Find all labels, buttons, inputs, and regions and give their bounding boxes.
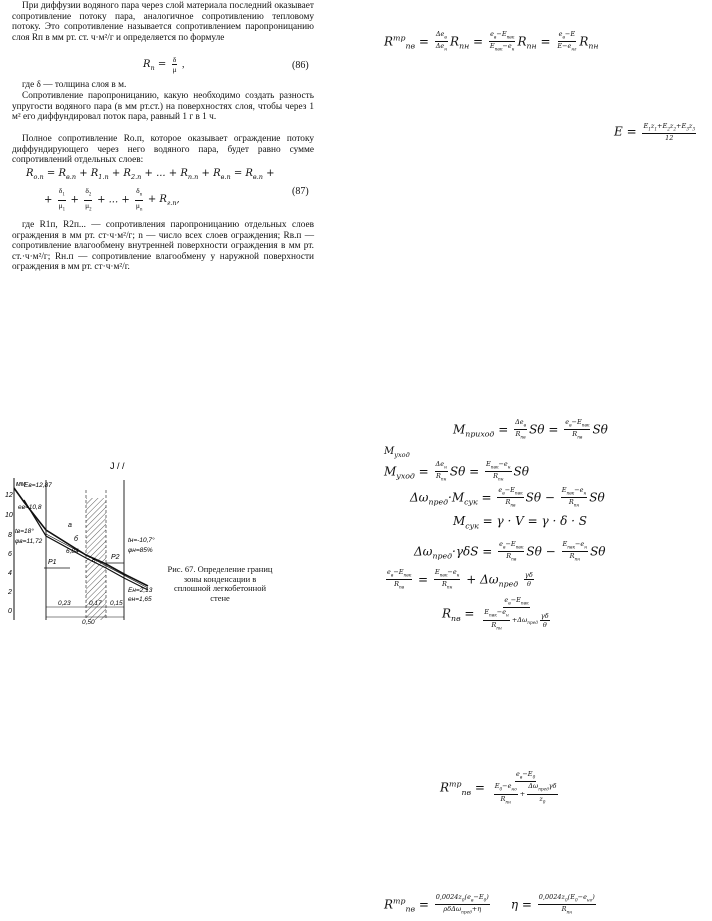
formula-R-pv: $R_{пв}$ = $e_в-E_{пвк}$ $\frac{E_{пвк}-e_н}{R_{пн}}$ $+\Delta\omega_{пред}$ $\frac{\gamma\delta}{\theta}$ bbox=[442, 596, 549, 630]
paragraph-where: где R1п, R2п... — сопротивления паропроницанию отдельных слоев ограждения в мм рт. ст·ч·м²/г; n — число всех слоев ограждения; Rв.п — сопротивление влагообмену внутренней поверхности ограждения в мм рт. ст.·ч·м²/г; Rн.п — сопротивление влагообмену у наружной поверхности ограждения в мм рт. ст·ч·м²/г. bbox=[12, 220, 314, 273]
svg-text:6,84: 6,84 bbox=[66, 548, 79, 555]
svg-text:P1: P1 bbox=[48, 559, 57, 566]
y-axis-ticks bbox=[5, 492, 13, 615]
formula-M-prikhod: $M_{приход}$ = $\frac{\Delta e_в}{R_{пв}}$ Sθ = $\frac{e_в-E_{пвк}}{R_{пв}}$ Sθ bbox=[453, 418, 608, 440]
svg-text:Eн=2,13: Eн=2,13 bbox=[128, 587, 153, 594]
formula-balance: $\frac{e_в-E_{пвк}}{R_{пв}}$ = $\frac{E_{пвк}-e_н}{R_{пн}}$ + $\Delta\omega_{пред}$ $\frac{\gamma\delta}{\theta}$ bbox=[387, 568, 533, 590]
svg-text:φв=11,72: φв=11,72 bbox=[15, 538, 43, 545]
formula-M-ukhod: $M_{уход}$ = $\frac{\Delta e_н}{R_{пн}}$ Sθ = $\frac{E_{пвк}-e_н}{R_{пн}}$ Sθ bbox=[384, 460, 529, 482]
paragraph-resistance: Сопротивление паропроницанию, какую необходимо создать разность упругости водяного пара (в мм рт.ст.) на поверхностях слоя, чтобы через 1 м² его диффундировал поток пара, равный 1 г в 1 ч. bbox=[12, 91, 314, 123]
formula-delta-omega-M: $\Delta\omega_{пред}\cdot M_{сук}$ = $\frac{e_в-E_{пвк}}{R_{пв}}$ Sθ − $\frac{E_{пвк}-e_н}{R_{пн}}$ Sθ bbox=[410, 486, 605, 508]
paragraph-diffusion: При диффузии водяного пара через слой материала последний оказывает сопротивление потоку пара, аналогичное сопротивлению тепловому потоку. Это сопротивление называется сопротивлением паропроницанию слоя Rп в мм рт. ст. ч·м²/г и определяется по формуле bbox=[12, 1, 314, 43]
y-tick: 10 bbox=[5, 512, 13, 519]
y-tick: 4 bbox=[8, 570, 12, 577]
formula-delta-omega-gamma: $\Delta\omega_{пред}\cdot\gamma\delta S$ = $\frac{e_в-E_{пвк}}{R_{пв}}$ Sθ − $\frac{E_{пвк}-e_н}{R_{пн}}$ Sθ bbox=[414, 540, 606, 562]
paragraph-total: Полное сопротивление Rо.п, которое оказывает ограждение потоку диффундирующего через него водяного пара, будет равно сумме сопротивлений отдельных слоев: bbox=[12, 134, 314, 166]
label-M-ukhod: $M_{уход}$ bbox=[384, 446, 410, 459]
svg-text:tв=18°: tв=18° bbox=[15, 528, 34, 535]
equation-87-number: (87) bbox=[292, 186, 309, 197]
y-axis-unit: мм bbox=[16, 481, 26, 488]
y-tick: 6 bbox=[8, 551, 12, 558]
figure-caption: Рис. 67. Определение границ зоны конденсации в сплошной легкобетонной стене bbox=[167, 564, 273, 603]
formula-M-suk: $M_{сук} = \gamma \cdot V = \gamma \cdot \delta \cdot S$ bbox=[453, 514, 587, 531]
svg-text:0,50: 0,50 bbox=[82, 619, 95, 626]
figure-top-marks: J / / bbox=[110, 461, 125, 471]
formula-R-pv-tr-eta: $R^{тр}_{пв}$ = $\frac{0,0024z_0(e_в-E_0)}{\rho\delta\Delta\omega_{пред}+\eta}$ η = $\frac{0,0024z_0(E_0-e_{но})}{R_{пн}}$ bbox=[384, 893, 595, 915]
formula-E-average: E = $\frac{E_1z_1+E_2z_2+E_3z_3}{12}$ bbox=[614, 122, 696, 143]
svg-text:eв=10,8: eв=10,8 bbox=[18, 504, 42, 511]
figure-condensation-zone bbox=[0, 460, 160, 630]
y-tick: 8 bbox=[8, 532, 12, 539]
equation-87-line1: $R_{о.п} = R_{в.п} + R_{1.п} + R_{2.п}$ + ... + $R_{n.п} + R_{в.п} = R_{в.п}$ + bbox=[26, 168, 275, 181]
svg-text:0,23: 0,23 bbox=[58, 600, 71, 607]
svg-text:0,15: 0,15 bbox=[110, 600, 123, 607]
where-delta: где δ — толщина слоя в м. bbox=[22, 80, 127, 90]
equation-86-number: (86) bbox=[292, 60, 309, 71]
svg-text:0,17: 0,17 bbox=[89, 600, 102, 607]
equation-87-line2: + $\frac{\delta_1}{\mu_1}$ + $\frac{\delta_2}{\mu_2}$ + ... + $\frac{\delta_n}{\mu_n}$ + $R_{г.п}$, bbox=[44, 186, 180, 212]
svg-text:б: б bbox=[74, 536, 78, 543]
svg-text:a: a bbox=[68, 522, 72, 529]
y-tick: 2 bbox=[8, 589, 12, 596]
formula-R-pv-tr: $R^{тр}_{пв}$ = $\frac{\Delta e_в}{\Delta e_н}$ $R_{пн}$ = $\frac{e_в-E_{пвк}}{E_{пвк}-e_н}$ $R_{пн}$ = $\frac{e_в-E}{E-e_{нг}}$ $R_{пн}$ bbox=[384, 30, 599, 52]
svg-text:в: в bbox=[92, 557, 96, 564]
y-tick: 0 bbox=[8, 608, 12, 615]
svg-text:Eв=12,87: Eв=12,87 bbox=[24, 482, 52, 489]
svg-text:P2: P2 bbox=[111, 554, 120, 561]
equation-86: $R_п$ = $\frac{\delta}{\mu}$ , bbox=[143, 55, 185, 74]
y-tick: 12 bbox=[5, 492, 13, 499]
svg-text:eн=1,65: eн=1,65 bbox=[128, 596, 152, 603]
formula-R-pv-tr-final: $R^{тр}_{пв}$ = $e_в-E_0$ $\frac{E_0-e_{но}}{R_{пн}}$ + $\frac{\Delta\omega_{пред}\gamma\delta}{z_0}$ bbox=[440, 770, 557, 804]
svg-text:φн=85%: φн=85% bbox=[128, 547, 153, 554]
svg-text:tн=-10,7°: tн=-10,7° bbox=[128, 537, 155, 544]
